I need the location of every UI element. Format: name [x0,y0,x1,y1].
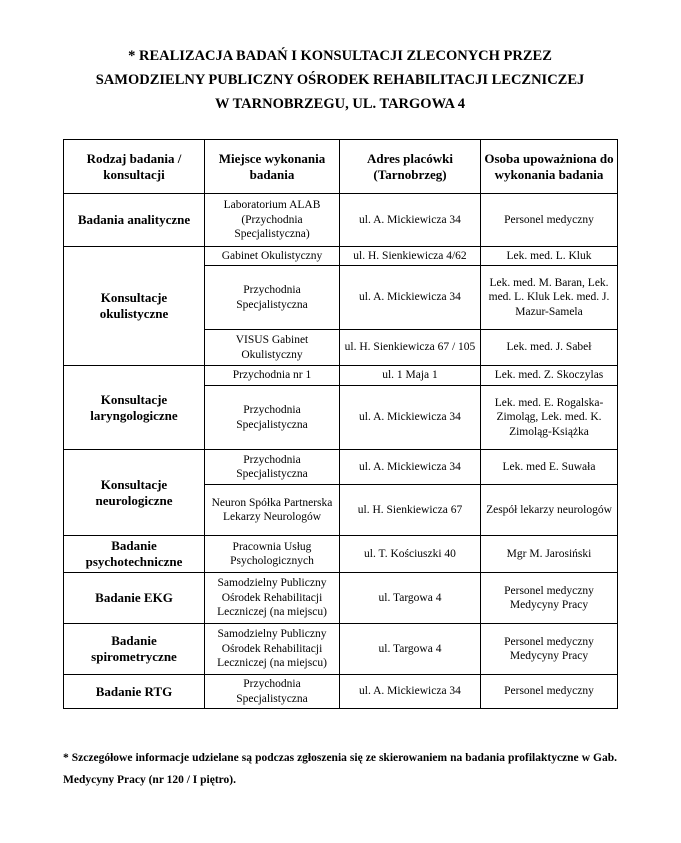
place-cell: Neuron Spółka Partnerska Lekarzy Neurologów [205,485,340,536]
person-cell: Personel medyczny Medycyny Pracy [481,573,618,624]
person-cell: Lek. med. J. Sabeł [481,330,618,366]
address-cell: ul. Targowa 4 [340,624,481,675]
exam-type-cell: Badania analityczne [64,194,205,247]
table-row [64,675,618,709]
address-cell: ul. A. Mickiewicza 34 [340,386,481,450]
place-cell: Przychodnia Specjalistyczna [205,675,340,709]
exam-type-cell: Badanie RTG [64,675,205,709]
document-title [60,44,620,116]
title-line-3: W TARNOBRZEGU, UL. TARGOWA 4 [214,96,466,112]
address-cell: ul. 1 Maja 1 [340,366,481,386]
address-cell: ul. Targowa 4 [340,573,481,624]
person-cell: Lek. med. L. Kluk [481,247,618,266]
place-cell: Laboratorium ALAB (Przychodnia Specjalistyczna) [205,194,340,247]
person-cell: Mgr M. Jarosiński [481,536,618,573]
address-cell: ul. H. Sienkiewicza 67 [340,485,481,536]
exam-type-cell: Badanie psychotechniczne [64,536,205,573]
place-cell: Gabinet Okulistyczny [205,247,340,266]
examinations-table [63,139,618,709]
person-cell: Personel medyczny Medycyny Pracy [481,624,618,675]
person-cell: Lek. med. E. Rogalska-Zimoląg, Lek. med. K. Zimoląg-Książka [481,386,618,450]
address-cell: ul. A. Mickiewicza 34 [340,266,481,330]
table-row [64,573,618,624]
person-cell: Lek. med. M. Baran, Lek. med. L. Kluk Lek. med. J. Mazur-Samela [481,266,618,330]
person-cell: Lek. med E. Suwała [481,450,618,485]
place-cell: Przychodnia Specjalistyczna [205,450,340,485]
person-cell: Zespół lekarzy neurologów [481,485,618,536]
place-cell: Przychodnia Specjalistyczna [205,266,340,330]
table-row [64,194,618,247]
table-row [64,366,618,386]
address-cell: ul. A. Mickiewicza 34 [340,450,481,485]
table-header-row [64,140,618,194]
person-cell: Personel medyczny [481,194,618,247]
exam-type-cell: Konsultacje laryngologiczne [64,366,205,450]
header-address: Adres placówki (Tarnobrzeg) [340,140,481,194]
person-cell: Personel medyczny [481,675,618,709]
table-row [64,536,618,573]
address-cell: ul. T. Kościuszki 40 [340,536,481,573]
place-cell: Samodzielny Publiczny Ośrodek Rehabilitacji Leczniczej (na miejscu) [205,624,340,675]
title-line-1: * REALIZACJA BADAŃ I KONSULTACJI ZLECONYCH PRZEZ [128,48,552,64]
footnote: * Szczegółowe informacje udzielane są podczas zgłoszenia się ze skierowaniem na badania profilaktyczne w Gab. Medycyny Pracy (nr 120 / I piętro). [63,752,617,786]
person-cell: Lek. med. Z. Skoczylas [481,366,618,386]
place-cell: VISUS Gabinet Okulistyczny [205,330,340,366]
exam-type-cell: Konsultacje okulistyczne [64,247,205,366]
exam-type-cell: Badanie EKG [64,573,205,624]
exam-type-cell: Badanie spirometryczne [64,624,205,675]
title-line-2: SAMODZIELNY PUBLICZNY OŚRODEK REHABILITACJI LECZNICZEJ [95,72,585,88]
table-row [64,247,618,266]
place-cell: Pracownia Usług Psychologicznych [205,536,340,573]
header-place: Miejsce wykonania badania [205,140,340,194]
address-cell: ul. A. Mickiewicza 34 [340,194,481,247]
header-exam-type: Rodzaj badania / konsultacji [64,140,205,194]
address-cell: ul. H. Sienkiewicza 67 / 105 [340,330,481,366]
place-cell: Przychodnia nr 1 [205,366,340,386]
exam-type-cell: Konsultacje neurologiczne [64,450,205,536]
place-cell: Przychodnia Specjalistyczna [205,386,340,450]
place-cell: Samodzielny Publiczny Ośrodek Rehabilitacji Leczniczej (na miejscu) [205,573,340,624]
address-cell: ul. H. Sienkiewicza 4/62 [340,247,481,266]
table-row [64,624,618,675]
address-cell: ul. A. Mickiewicza 34 [340,675,481,709]
header-authorized-person: Osoba upoważniona do wykonania badania [481,140,618,194]
table-row [64,450,618,485]
